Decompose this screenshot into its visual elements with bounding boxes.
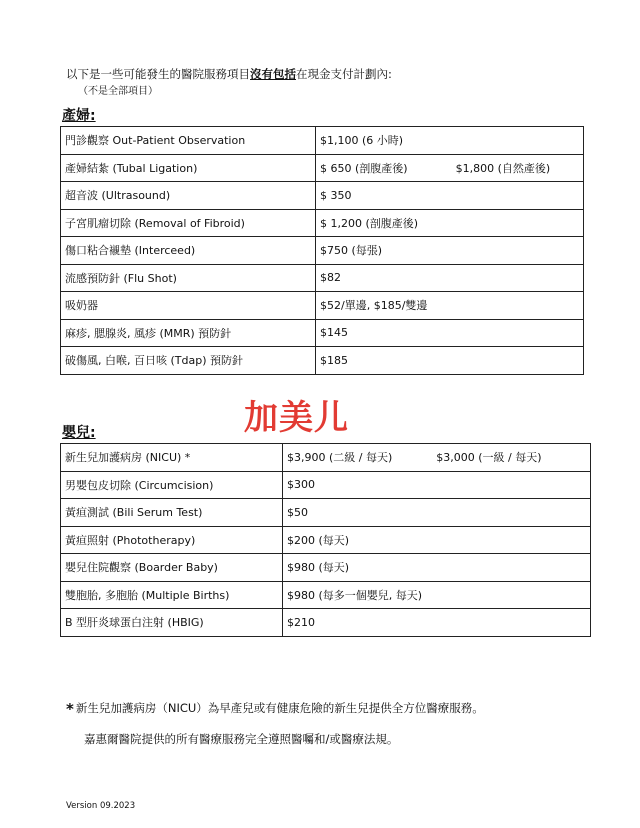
service-cell: 流感預防針 (Flu Shot) <box>61 264 316 292</box>
table-row <box>61 609 591 637</box>
footnote-text: 新生兒加護病房（NICU）為早產兒或有健康危險的新生兒提供全方位醫療服務。 <box>75 701 484 715</box>
fee-value: $750 (每張) <box>320 244 383 258</box>
fee-cell <box>316 182 584 210</box>
service-cell: 吸奶器 <box>61 292 316 320</box>
intro-line <box>66 66 392 82</box>
fee-cell <box>283 499 591 527</box>
service-cell: 超音波 (Ultrasound) <box>61 182 316 210</box>
table-row <box>61 292 584 320</box>
fee-value-alt: $3,000 (一級 / 每天) <box>436 451 542 465</box>
fee-value: $200 (每天) <box>287 533 350 547</box>
fee-value: $50 <box>287 505 308 519</box>
fee-value: $82 <box>320 271 341 285</box>
fee-cell <box>316 127 584 155</box>
fee-value: $185 <box>320 353 348 367</box>
service-cell: 雙胞胎, 多胞胎 (Multiple Births) <box>61 581 283 609</box>
service-cell: 黃疸照射 (Phototherapy) <box>61 526 283 554</box>
service-cell: 新生兒加護病房 (NICU) * <box>61 444 283 472</box>
fee-value: $980 (每天) <box>287 561 350 575</box>
fee-value: $ 1,200 (剖腹產後) <box>320 216 419 230</box>
service-cell: 嬰兒住院觀察 (Boarder Baby) <box>61 554 283 582</box>
service-cell: 傷口粘合襯墊 (Interceed) <box>61 237 316 265</box>
version-label: Version 09.2023 <box>66 801 136 811</box>
service-cell: 子宮肌瘤切除 (Removal of Fibroid) <box>61 209 316 237</box>
infant-heading: 嬰兒: <box>62 425 96 441</box>
table-row <box>61 499 591 527</box>
fee-cell <box>283 444 591 472</box>
fee-cell <box>283 554 591 582</box>
fee-value: $ 650 (剖腹產後) <box>320 161 408 175</box>
intro-text-before: 以下是一些可能發生的醫院服務項目 <box>66 67 250 81</box>
fee-cell <box>283 609 591 637</box>
fee-value: $3,900 (二級 / 每天) <box>287 451 393 465</box>
infant-fee-table <box>60 443 591 637</box>
table-row <box>61 444 591 472</box>
fee-value: $300 <box>287 478 315 492</box>
table-row <box>61 209 584 237</box>
maternity-fee-table <box>60 126 584 375</box>
compliance-note: 嘉惠爾醫院提供的所有醫療服務完全遵照醫囑和/或醫療法規。 <box>84 732 399 746</box>
table-row <box>61 319 584 347</box>
watermark-text: 加美儿 <box>244 398 349 438</box>
fee-value: $145 <box>320 326 348 340</box>
intro-note: （不是全部項目） <box>78 86 158 97</box>
service-cell: B 型肝炎球蛋白注射 (HBIG) <box>61 609 283 637</box>
service-cell: 麻疹, 腮腺炎, 風疹 (MMR) 預防針 <box>61 319 316 347</box>
fee-cell <box>316 292 584 320</box>
nicu-footnote <box>66 700 484 718</box>
fee-cell <box>316 154 584 182</box>
fee-value: $210 <box>287 615 315 629</box>
service-cell: 男嬰包皮切除 (Circumcision) <box>61 471 283 499</box>
table-row <box>61 471 591 499</box>
maternity-heading: 產婦: <box>62 108 96 124</box>
fee-cell <box>283 526 591 554</box>
table-row <box>61 347 584 375</box>
service-cell: 破傷風, 白喉, 百日咳 (Tdap) 預防針 <box>61 347 316 375</box>
fee-value: $980 (每多一個嬰兒, 每天) <box>287 588 423 602</box>
fee-cell <box>283 581 591 609</box>
table-row <box>61 264 584 292</box>
table-row <box>61 237 584 265</box>
table-row <box>61 182 584 210</box>
fee-value: $1,100 (6 小時) <box>320 134 404 148</box>
service-cell: 門診觀察 Out-Patient Observation <box>61 127 316 155</box>
table-row <box>61 127 584 155</box>
table-row <box>61 554 591 582</box>
fee-cell <box>316 319 584 347</box>
fee-cell <box>316 209 584 237</box>
intro-emphasis: 沒有包括 <box>250 67 296 81</box>
table-row <box>61 581 591 609</box>
asterisk: * <box>66 700 74 718</box>
service-cell: 產婦結紮 (Tubal Ligation) <box>61 154 316 182</box>
table-row <box>61 526 591 554</box>
fee-cell <box>283 471 591 499</box>
intro-text-after: 在現金支付計劃內: <box>296 67 392 81</box>
fee-cell <box>316 237 584 265</box>
fee-cell <box>316 264 584 292</box>
fee-value-alt: $1,800 (自然產後) <box>455 161 551 175</box>
table-row <box>61 154 584 182</box>
fee-cell <box>316 347 584 375</box>
fee-value: $52/單邊, $185/雙邊 <box>320 299 428 313</box>
service-cell: 黃疸測試 (Bili Serum Test) <box>61 499 283 527</box>
fee-value: $ 350 <box>320 188 352 202</box>
